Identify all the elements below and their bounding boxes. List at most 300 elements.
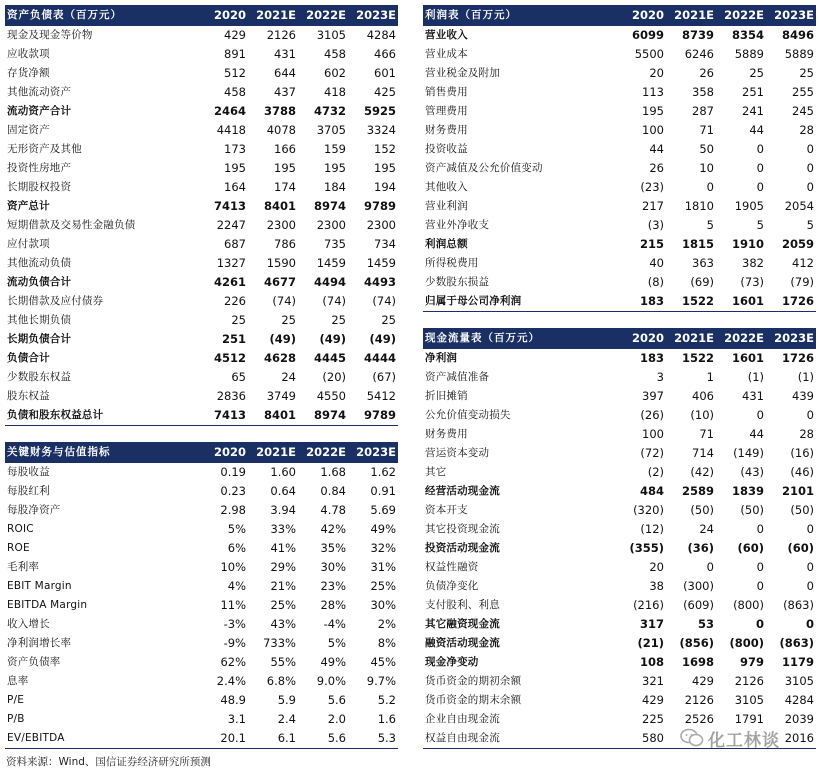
row-label: 收入增长 [7,618,50,630]
cell-value: 5% [227,522,246,536]
cell-value: 3 [656,370,664,384]
cell-value: 8496 [781,28,814,42]
cell-value: 2526 [684,712,714,726]
row-label: 所得税费用 [425,257,479,269]
cell-value: 1910 [731,237,764,251]
cell-value: 108 [639,655,664,669]
table-row [423,425,816,444]
cell-value: (863) [783,598,814,612]
cell-value: 65 [231,370,246,384]
row-label: 货币资金的期末余额 [425,694,522,706]
cell-value: 5889 [734,47,764,61]
year-header: 2023E [766,328,816,349]
cell-value: 183 [616,292,666,312]
row-label: 每股净资产 [7,504,61,516]
row-label: 财务费用 [425,428,468,440]
cell-value: 4284 [784,693,814,707]
cell-value: 601 [374,66,396,80]
cell-value: 8401 [248,406,298,426]
cell-value: 2101 [781,484,814,498]
cell-value: 287 [692,104,714,118]
row-label: 少数股东损益 [425,276,490,288]
row-label: 无形资产及其他 [7,143,82,155]
row-label: 管理费用 [425,105,468,117]
cell-value: 1.68 [320,465,346,479]
table-row [423,273,816,292]
table-row [423,292,816,312]
table-header-row [423,5,816,26]
year-header: 2020 [198,5,248,26]
cell-value: (49) [319,332,346,346]
row-label: 现金及现金等价物 [7,29,93,41]
table-row [5,45,398,64]
table-row [423,634,816,653]
row-label: 每股收益 [7,466,50,478]
cell-value: (12) [640,522,664,536]
cell-value: (16) [790,446,814,460]
row-label: 企业自由现金流 [425,713,500,725]
cell-value: 44 [649,142,664,156]
cell-value: 429 [692,674,714,688]
cell-value: 25 [331,313,346,327]
table-row [423,387,816,406]
table-row [5,520,398,539]
cell-value: 166 [274,142,296,156]
cell-value: 28 [799,427,814,441]
table-header-row [5,442,398,463]
row-label: 资本开支 [425,504,468,516]
cell-value: 255 [792,85,814,99]
cell-value: 4494 [313,275,346,289]
table-row [5,330,398,349]
table-header-row [423,328,816,349]
cell-value: 152 [374,142,396,156]
watermark [680,724,810,752]
cell-value: 317 [639,617,664,631]
cell-value: 2464 [213,104,246,118]
table-title: 资产负债表（百万元） [5,5,198,26]
year-header: 2021E [248,5,298,26]
row-label: 营业外净收支 [425,219,490,231]
row-label: P/B [7,713,25,725]
cell-value: 2247 [216,218,246,232]
cell-value: 0 [805,617,814,631]
year-header: 2020 [616,328,666,349]
cell-value: (1) [797,370,814,384]
cell-value: 100 [642,427,664,441]
table-row [5,254,398,273]
table-row [5,482,398,501]
cell-value: 2300 [316,218,346,232]
table-row [5,406,398,426]
cell-value: 2836 [216,389,246,403]
row-label: 权益性融资 [425,561,479,573]
table-row [423,140,816,159]
cell-value: 4445 [313,351,346,365]
row-label: 长期借款及应付债券 [7,295,104,307]
cell-value: 466 [374,47,396,61]
table-row [423,368,816,387]
row-label: 长期股权投资 [7,181,72,193]
cell-value: 28 [799,123,814,137]
row-label: 其它 [425,466,447,478]
cell-value: 4.78 [320,503,346,517]
row-label: 流动资产合计 [7,105,72,117]
cell-value: 0 [806,579,814,593]
cell-value: 9789 [363,199,396,213]
row-label: 应收款项 [7,48,50,60]
cell-value: 0 [756,560,764,574]
cell-value: 251 [742,85,764,99]
cell-value: 5.69 [370,503,396,517]
table-row [5,672,398,691]
cell-value: 8974 [298,406,348,426]
cell-value: 0.84 [320,484,346,498]
cell-value: 50 [699,142,714,156]
table-row [423,577,816,596]
cell-value: 4078 [266,123,296,137]
cell-value: 2016 [766,729,816,749]
cell-value: (50) [790,503,814,517]
row-label: 货币资金的期初余额 [425,675,522,687]
cell-value: 10% [220,560,246,574]
cell-value: 4512 [213,351,246,365]
cell-value: 2% [377,617,396,631]
cell-value: 1601 [731,351,764,365]
row-label: 毛利率 [7,561,40,573]
row-label: 营业收入 [425,29,468,41]
cell-value: (67) [372,370,396,384]
cell-value: 100 [642,123,664,137]
cell-value: 33% [270,522,296,536]
row-label: 其他长期负债 [7,314,72,326]
cell-value: (26) [640,408,664,422]
table-title: 关键财务与估值指标 [5,442,198,463]
cell-value: 21% [270,579,296,593]
cell-value: 1815 [681,237,714,251]
table-row [5,729,398,749]
table-row [423,102,816,121]
table-row [5,539,398,558]
cell-value: 1726 [781,351,814,365]
cell-value: 159 [324,142,346,156]
table-row [423,197,816,216]
cell-value: 20.1 [198,729,248,749]
cell-value: 2.0 [327,712,346,726]
cell-value: 49% [370,522,396,536]
cell-value: (8) [647,275,664,289]
cell-value: 0 [806,142,814,156]
cell-value: 5500 [634,47,664,61]
table-row [5,349,398,368]
cell-value: 1459 [366,256,396,270]
cell-value: 602 [324,66,346,80]
cell-value: 3105 [784,674,814,688]
table-row [5,311,398,330]
cell-value: 891 [224,47,246,61]
cell-value: 2300 [266,218,296,232]
wechat-icon [680,728,704,748]
cell-value: 0.64 [270,484,296,498]
row-label: 流动负债合计 [7,276,72,288]
row-label: 息率 [7,675,29,687]
cell-value: 10 [699,161,714,175]
row-label: 归属于母公司净利润 [423,292,616,312]
cell-value: 28% [320,598,346,612]
row-label: 营运资本变动 [425,447,490,459]
table-title: 利润表（百万元） [423,5,616,26]
key-ratios-table [5,442,398,749]
cell-value: (36) [687,541,714,555]
table-row [423,178,816,197]
table-row [5,83,398,102]
cell-value: 4444 [363,351,396,365]
cell-value: 0 [806,161,814,175]
row-label: 投资活动现金流 [425,542,500,554]
table-row [5,140,398,159]
row-label: 少数股东权益 [7,371,72,383]
cell-value: 2059 [781,237,814,251]
row-label: 公允价值变动损失 [425,409,511,421]
cell-value: 363 [692,256,714,270]
year-header: 2023E [348,442,398,463]
table-row [5,235,398,254]
cell-value: (20) [322,370,346,384]
table-row [423,520,816,539]
cell-value: (10) [690,408,714,422]
cell-value: (74) [322,294,346,308]
cell-value: 5 [756,218,764,232]
row-label: 资产总计 [7,200,50,212]
table-row [5,292,398,311]
cell-value: 1839 [731,484,764,498]
cell-value: 25 [281,313,296,327]
table-row [5,596,398,615]
cell-value: 6.1 [248,729,298,749]
cell-value: 7413 [198,406,248,426]
cell-value: 0 [806,180,814,194]
row-label: 净利润 [425,352,458,364]
cell-value: 6.8% [266,674,296,688]
cell-value: 5.6 [327,693,346,707]
income-statement-table [423,5,816,312]
cell-value: 8739 [681,28,714,42]
cell-value: 0 [756,579,764,593]
row-label: 投资性房地产 [7,162,72,174]
row-label: EV/EBITDA [5,729,198,749]
cell-value: 1590 [266,256,296,270]
row-label: 现金净变动 [425,656,479,668]
cell-value: (72) [640,446,664,460]
cell-value: 2.4 [277,712,296,726]
table-row [423,539,816,558]
cell-value: 0.23 [220,484,246,498]
table-row [423,482,816,501]
cell-value: (3) [647,218,664,232]
cell-value: 44 [749,123,764,137]
cell-value: 164 [224,180,246,194]
cell-value: 4284 [366,28,396,42]
cell-value: (49) [269,332,296,346]
cell-value: 5.6 [298,729,348,749]
table-row [423,349,816,368]
cell-value: 5889 [784,47,814,61]
cell-value: 1522 [681,351,714,365]
table-row [423,121,816,140]
cell-value: 412 [792,256,814,270]
row-label: 其他收入 [425,181,468,193]
cell-value: 23% [320,579,346,593]
cell-value: 1601 [716,292,766,312]
cell-value: 30% [370,598,396,612]
cell-value: 3705 [316,123,346,137]
cell-value: (800) [733,598,764,612]
cell-value: (46) [790,465,814,479]
cell-value: 225 [642,712,664,726]
cell-value: 0 [756,408,764,422]
cell-value: 5.3 [348,729,398,749]
cell-value: 25% [370,579,396,593]
cell-value: 6099 [631,28,664,42]
cell-value: (69) [690,275,714,289]
cell-value: 1726 [766,292,816,312]
table-row [423,216,816,235]
year-header: 2022E [298,442,348,463]
cell-value: 644 [274,66,296,80]
cell-value: 25 [381,313,396,327]
table-header-row [5,5,398,26]
cell-value: 3324 [366,123,396,137]
cell-value: 2.4% [216,674,246,688]
row-label: 其它投资现金流 [425,523,500,535]
cell-value: (2) [647,465,664,479]
cell-value: (74) [372,294,396,308]
row-label: 投资收益 [425,143,468,155]
source-note: 资料来源：Wind、国信证券经济研究所预测 [6,756,211,768]
cell-value: 113 [642,85,664,99]
cell-value: 195 [224,161,246,175]
row-label: 营业成本 [425,48,468,60]
cell-value: 580 [616,729,666,749]
watermark-text: 化工林谈 [708,730,780,751]
table-row [5,216,398,235]
cell-value: 406 [692,389,714,403]
table-row [423,463,816,482]
row-label: 资产负债率 [7,656,61,668]
cell-value: 5% [327,636,346,650]
cell-value: 979 [739,655,764,669]
cell-value: 439 [792,389,814,403]
cell-value: 49% [320,655,346,669]
cell-value: 2054 [784,199,814,213]
table-row [423,501,816,520]
table-row [5,615,398,634]
table-row [423,159,816,178]
cell-value: 29% [270,560,296,574]
cell-value: 194 [374,180,396,194]
cell-value: 9789 [348,406,398,426]
cell-value: 4677 [263,275,296,289]
cell-value: 5 [806,218,814,232]
cell-value: 1179 [781,655,814,669]
cell-value: (43) [740,465,764,479]
cell-value: (300) [683,579,714,593]
table-row [423,26,816,45]
row-label: 资产减值及公允价值变动 [425,162,543,174]
row-label: EBITDA Margin [7,599,88,611]
table-row [5,197,398,216]
cell-value: 30% [320,560,346,574]
cell-value: -3% [223,617,246,631]
row-label: 其它融资现金流 [425,618,500,630]
table-row [5,710,398,729]
cell-value: 1522 [666,292,716,312]
row-label: 每股红利 [7,485,50,497]
cell-value: 4493 [363,275,396,289]
cell-value: 0 [756,161,764,175]
cell-value: 0 [706,180,714,194]
cell-value: 0 [756,180,764,194]
cell-value: 2126 [734,674,764,688]
cell-value: 735 [324,237,346,251]
table-title: 现金流量表（百万元） [423,328,616,349]
row-label: 销售费用 [425,86,468,98]
table-row [5,178,398,197]
table-row [5,64,398,83]
cell-value: 42% [320,522,346,536]
cell-value: 3749 [266,389,296,403]
cell-value: 1810 [684,199,714,213]
year-header: 2022E [716,5,766,26]
cell-value: (863) [779,636,814,650]
table-row [423,254,816,273]
table-row [423,64,816,83]
cell-value: 195 [642,104,664,118]
cell-value: 6% [227,541,246,555]
cell-value: 733% [263,636,296,650]
row-label: 权益自由现金流 [423,729,616,749]
row-label: 财务费用 [425,124,468,136]
cell-value: 458 [324,47,346,61]
cell-value: 43% [270,617,296,631]
cell-value: 431 [274,47,296,61]
year-header: 2020 [198,442,248,463]
cell-value: 382 [742,256,764,270]
cell-value: 5.9 [277,693,296,707]
cell-value: 2589 [681,484,714,498]
cell-value: 458 [224,85,246,99]
table-row [423,444,816,463]
cell-value: 11% [220,598,246,612]
cell-value: 1791 [734,712,764,726]
cell-value: (149) [733,446,764,460]
cell-value: 1459 [316,256,346,270]
row-label: EBIT Margin [7,580,72,592]
year-header: 2023E [766,5,816,26]
cell-value: 26 [649,161,664,175]
cell-value: 3788 [263,104,296,118]
cell-value: 6246 [684,47,714,61]
table-row [423,653,816,672]
cell-value: 7413 [213,199,246,213]
row-label: 固定资产 [7,124,50,136]
cell-value: (74) [272,294,296,308]
cell-value: 358 [692,85,714,99]
cell-value: 24 [699,522,714,536]
row-label: 短期借款及交易性金融负债 [7,219,136,231]
cell-value: 418 [324,85,346,99]
cell-value: 53 [697,617,714,631]
